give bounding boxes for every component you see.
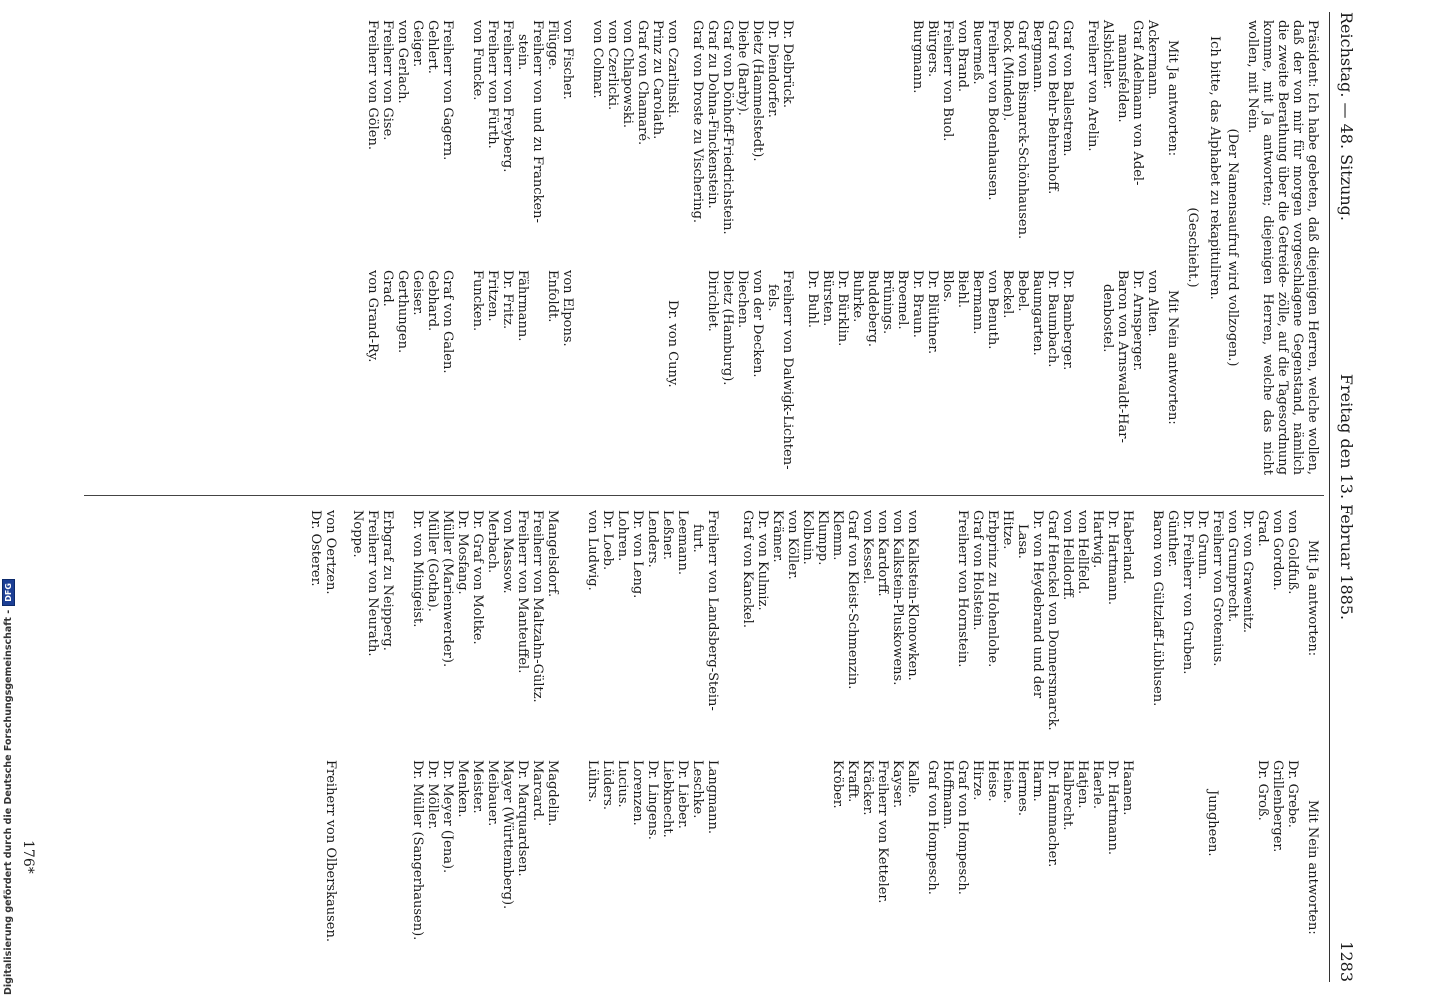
- list-item: Günther.: [1165, 510, 1180, 568]
- list-item: Hitze.: [1000, 510, 1015, 550]
- ja-heading: Mit Ja antworten:: [1165, 40, 1180, 157]
- list-item: Krafft.: [845, 760, 860, 803]
- list-item: Dr. von Minigeist.: [410, 510, 425, 628]
- list-item: Graf von Holstein.: [970, 510, 985, 631]
- page-header: [1330, 12, 1354, 982]
- credit-text: Digitalisierung gefördert durch die Deutsche Forschungsgemeinschaft -: [3, 609, 14, 995]
- intro-line: zölle, auf die Tagesordnung komme, mit Ja antworten;: [1260, 20, 1290, 475]
- list-item: Lüders.: [600, 760, 615, 811]
- list-item: Prinz zu Carolath.: [650, 20, 665, 140]
- ja-heading: Mit Ja antworten:: [1305, 540, 1320, 657]
- list-item: Mayer (Württemberg).: [500, 760, 515, 910]
- list-item: Meister.: [470, 760, 485, 814]
- list-item: Dr. Möller.: [425, 760, 440, 830]
- list-item: Hoffmann.: [940, 760, 955, 830]
- list-item: denbostel.: [1100, 284, 1115, 353]
- list-item: Dr. Hammacher.: [1045, 760, 1060, 868]
- list-item: Grillenberger.: [1270, 760, 1285, 853]
- list-item: von Colmar.: [590, 20, 605, 99]
- list-item: Heine.: [1000, 760, 1015, 804]
- list-item: Dr. Baumbach.: [1045, 270, 1060, 368]
- list-item: Buhrke.: [850, 270, 865, 323]
- list-item: Graf von Ballestrem.: [1060, 20, 1075, 157]
- header-center: Freitag den 13. Februar 1885.: [1337, 373, 1356, 621]
- list-item: Dirichlet.: [705, 270, 720, 332]
- list-item: Freiherr von Bodenhausen.: [985, 20, 1000, 201]
- list-item: Kalle.: [905, 760, 920, 798]
- list-item: Dr. Groß.: [1255, 760, 1270, 821]
- nein-heading: Mit Nein antworten:: [1165, 290, 1180, 425]
- signature-mark: 176*: [20, 840, 36, 874]
- ja-list: [350, 510, 395, 657]
- list-item: Graf von Kleist-Schmenzin.: [845, 510, 860, 690]
- list-item: Leschke.: [690, 760, 705, 819]
- list-item: Heise.: [985, 760, 1000, 802]
- list-item: Kröber.: [830, 760, 845, 809]
- list-item: Gebhard.: [425, 270, 440, 332]
- nein-list: [545, 270, 575, 347]
- list-item: Freiherr von Neurath.: [365, 510, 380, 657]
- list-item: mannsfelden.: [1115, 34, 1130, 123]
- list-item: Meibauer.: [485, 760, 500, 827]
- list-item: Graf zu Dohna-Finckenstein.: [705, 20, 720, 209]
- nein-list: [365, 270, 455, 373]
- list-item: Dr. Marquardsen.: [515, 760, 530, 877]
- list-item: Diehe (Barby).: [735, 20, 750, 116]
- list-item: Dr. Mosfang.: [455, 510, 470, 595]
- list-item: Magdelin.: [545, 760, 560, 827]
- list-item: Graf von Hompesch.: [925, 760, 940, 895]
- intro-line: diejenigen Herren, welche das nicht wollen, mit Nein.: [1245, 20, 1275, 475]
- column-divider: [84, 495, 1324, 496]
- nein-list: [1205, 790, 1220, 857]
- list-item: Erbprinz zu Hohenlohe.: [985, 510, 1000, 668]
- list-item: Buermeß.: [970, 20, 985, 85]
- list-item: Graf von Bismarck-Schönhausen.: [1015, 20, 1030, 240]
- list-item: Gerthungen.: [395, 270, 410, 354]
- list-item: Enfoldt.: [545, 270, 560, 323]
- list-item: Bergmann.: [1030, 20, 1045, 93]
- nein-list: [925, 760, 1135, 895]
- list-item: Hatjen.: [1075, 760, 1090, 809]
- list-item: von Elpons.: [560, 270, 575, 347]
- list-item: Freiherr von Gölen.: [365, 20, 380, 150]
- ja-list: [470, 20, 575, 223]
- list-item: Marcard.: [530, 760, 545, 821]
- list-item: Müller (Marienwerder).: [440, 510, 455, 668]
- list-item: Hartwig.: [1090, 510, 1105, 569]
- list-item: Bürsten.: [820, 270, 835, 327]
- list-item: Geiger.: [410, 20, 425, 68]
- list-item: Lucius.: [615, 760, 630, 808]
- list-item: stein.: [515, 34, 530, 71]
- list-item: Diechen.: [735, 270, 750, 329]
- list-item: Dr. Grunn.: [1195, 510, 1210, 580]
- list-item: Baumgarten.: [1030, 270, 1045, 356]
- list-item: Klemm.: [830, 510, 845, 561]
- nein-list: [323, 760, 338, 942]
- list-item: von Massow.: [500, 510, 515, 594]
- list-item: von Alten.: [1145, 270, 1160, 337]
- list-item: Dr. Lingens.: [645, 760, 660, 840]
- nein-list: [410, 760, 560, 940]
- list-item: von Czerlicki.: [605, 20, 620, 111]
- list-item: von Köller.: [785, 510, 800, 580]
- list-item: Bebel.: [1015, 270, 1030, 312]
- list-item: von Kalkstein-Klonowken.: [905, 510, 920, 681]
- list-item: Liebknecht.: [660, 760, 675, 838]
- list-item: Dr. Graf von Moltke.: [470, 510, 485, 645]
- ja-list: [585, 510, 720, 711]
- list-item: Baron von Gültzlaff-Lüblusen.: [1150, 510, 1165, 707]
- list-item: Burgmann.: [910, 20, 925, 94]
- list-item: Kräcker.: [860, 760, 875, 816]
- digitization-credit: [2, 579, 15, 995]
- list-item: Graf von Kanckel.: [740, 510, 755, 628]
- list-item: von Kalkstein-Pluskowens.: [890, 510, 905, 686]
- list-item: Baron von Arnswaldt-Har-: [1115, 270, 1130, 443]
- list-item: Dr. von Leng.: [630, 510, 645, 599]
- list-item: von Grand-Ry.: [365, 270, 380, 363]
- list-item: Dr. Buhl.: [805, 270, 820, 329]
- list-item: Dr. von Cuny.: [665, 300, 680, 388]
- ja-list: [410, 510, 560, 703]
- list-item: Hirze.: [970, 760, 985, 801]
- ja-list: [690, 20, 795, 235]
- list-item: Graf von Chamaré.: [635, 20, 650, 146]
- ja-list: [308, 510, 338, 595]
- list-item: Graf Henckel von Donnersmarck.: [1045, 510, 1060, 731]
- nein-list: [1255, 760, 1300, 852]
- list-item: Dr. Bamberger.: [1060, 270, 1075, 371]
- list-item: Freiherr von und zu Francken-: [530, 20, 545, 223]
- list-item: Haberland.: [1120, 510, 1135, 585]
- list-item: Freiherr von Landsberg-Stein-: [705, 510, 720, 711]
- list-item: Kayser.: [890, 760, 905, 809]
- list-item: Bürgers.: [925, 20, 940, 78]
- list-item: Grad.: [380, 270, 395, 307]
- nein-heading: Mit Nein antworten:: [1305, 800, 1320, 935]
- request-text: Ich bitte, das Alphabet zu rekapituliren.: [1207, 36, 1222, 300]
- intro-line: Gegenstand, nämlich die zweite Berathung über die Getreide-: [1275, 20, 1305, 476]
- header-left: Reichstag. — 48. Sitzung.: [1337, 12, 1356, 221]
- list-item: Dr. Freiherr von Gruben.: [1180, 510, 1195, 675]
- ja-list: [955, 510, 1135, 731]
- list-item: Buddeberg.: [865, 270, 880, 347]
- list-item: Dr. Blüthner.: [925, 270, 940, 355]
- list-item: Dr. Hartmann.: [1105, 760, 1120, 855]
- list-item: Funcken.: [470, 270, 485, 332]
- list-item: Menken.: [455, 760, 470, 818]
- list-item: Dr. Loeb.: [600, 510, 615, 571]
- president-paragraph: [1245, 20, 1320, 475]
- list-item: Freiherr von Olberskausen.: [323, 760, 338, 942]
- nein-list: [1100, 270, 1160, 443]
- list-item: Mangelsdorf.: [545, 510, 560, 598]
- list-item: Dr. Delbrück.: [780, 20, 795, 108]
- list-item: Freiherr von Manteuffel.: [515, 510, 530, 674]
- nein-list: [665, 300, 680, 388]
- header-page-number: 1283: [1337, 941, 1356, 982]
- list-item: von Chlapowski.: [620, 20, 635, 129]
- list-item: Lasa.: [1015, 524, 1030, 559]
- nein-list: [470, 270, 530, 341]
- list-item: Freiherr von Gise.: [380, 20, 395, 141]
- list-item: Langmann.: [705, 760, 720, 835]
- list-item: Broemel.: [895, 270, 910, 330]
- list-item: Flügge.: [545, 20, 560, 71]
- list-item: Freiherr von Arelin.: [1085, 20, 1100, 152]
- list-item: von Grumprecht.: [1225, 510, 1240, 623]
- ja-list: [590, 20, 680, 145]
- list-item: Jungheen.: [1205, 790, 1220, 857]
- ja-list: [1150, 510, 1300, 706]
- list-item: von Helldorff.: [1060, 510, 1075, 601]
- list-item: Dr. Fritz.: [500, 270, 515, 330]
- list-item: Freiherr von Fürth.: [485, 20, 500, 149]
- header-rule: [1329, 12, 1330, 982]
- list-item: Dr. Braun.: [910, 270, 925, 338]
- list-item: von Kardorff.: [875, 510, 890, 597]
- ja-list: [740, 510, 920, 689]
- list-item: Freiherr von Dalwigk-Lichten-: [780, 270, 795, 470]
- ja-list: [365, 20, 455, 160]
- dfg-logo: DFG: [2, 579, 15, 606]
- list-item: Erbgraf zu Neipperg.: [380, 510, 395, 651]
- list-item: Noppe.: [350, 510, 365, 558]
- list-item: Gehlert.: [425, 20, 440, 74]
- list-item: Müller (Gotha).: [425, 510, 440, 612]
- list-item: von Fischer.: [560, 20, 575, 100]
- list-item: Graf Adelmann von Adel-: [1130, 20, 1145, 186]
- list-item: Halbrecht.: [1060, 760, 1075, 831]
- ja-list: [1085, 20, 1160, 185]
- list-item: Lohren.: [615, 510, 630, 562]
- list-item: Dr. von Heydebrand und der: [1030, 510, 1045, 699]
- list-item: von Funcke.: [470, 20, 485, 101]
- list-item: Bock (Minden).: [1000, 20, 1015, 122]
- nein-list: [585, 760, 720, 840]
- list-item: Fährmann.: [515, 270, 530, 342]
- list-item: von Oertzen.: [323, 510, 338, 595]
- list-item: Leemann.: [675, 510, 690, 575]
- list-item: Fritzen.: [485, 270, 500, 322]
- list-item: Dietz (Hamburg).: [720, 270, 735, 386]
- list-item: Dr. Diendorfer.: [765, 20, 780, 118]
- list-item: Lenders.: [645, 510, 660, 568]
- list-item: Freiherr von Freyberg.: [500, 20, 515, 173]
- list-item: von Czarlinski.: [665, 20, 680, 118]
- list-item: Freiherr von Buol.: [940, 20, 955, 142]
- list-item: Biehl.: [955, 270, 970, 309]
- list-item: Graf von Behr-Behrenhoff.: [1045, 20, 1060, 195]
- list-item: furt.: [690, 524, 705, 553]
- list-item: Dr. Bürklin.: [835, 270, 850, 347]
- list-item: Brünings.: [880, 270, 895, 335]
- list-item: von Brand.: [955, 20, 970, 93]
- list-item: Dr. Meyer (Jena).: [440, 760, 455, 874]
- list-item: Dr. Arnsperger.: [1130, 270, 1145, 372]
- list-item: Graf von Droste zu Vischering.: [690, 20, 705, 224]
- list-item: Ackermann.: [1145, 20, 1160, 100]
- list-item: Dr. Lieber.: [675, 760, 690, 829]
- list-item: Graf von Dönhoff-Friedrichstein.: [720, 20, 735, 235]
- list-item: Dr. Müller (Sangerhausen).: [410, 760, 425, 941]
- list-item: Geiser.: [410, 270, 425, 316]
- intro-line: welche wollen, daß der von mir für morgen vorgeschlagene: [1290, 20, 1320, 476]
- list-item: Freiherr von Ketteler.: [875, 760, 890, 904]
- list-item: von Goldfuß.: [1285, 510, 1300, 595]
- list-item: Alsbichler.: [1100, 20, 1115, 90]
- nein-list: [705, 270, 795, 470]
- list-item: Dr. Osterer.: [308, 510, 323, 587]
- list-item: Merbach.: [485, 510, 500, 574]
- list-item: Dietz (Hammelstedt).: [750, 20, 765, 162]
- list-item: von Benuth.: [985, 270, 1000, 350]
- list-item: Bermann.: [970, 270, 985, 335]
- list-item: Klumpp.: [815, 510, 830, 566]
- list-item: Grad.: [1255, 510, 1270, 547]
- list-item: Harm.: [1030, 760, 1045, 802]
- list-item: von Hellfeld.: [1075, 510, 1090, 595]
- list-item: Beckel.: [1000, 270, 1015, 319]
- ja-list: [910, 20, 1075, 239]
- list-item: Dr. Grebe.: [1285, 760, 1300, 828]
- intro-line: Präsident: Ich habe gebeten, daß diejenigen Herren,: [1305, 20, 1320, 372]
- list-item: Freiherr von Gagern.: [440, 20, 455, 161]
- list-item: Haanen.: [1120, 760, 1135, 816]
- list-item: Hermes.: [1015, 760, 1030, 817]
- list-item: von der Decken.: [750, 270, 765, 378]
- nein-list: [805, 270, 1075, 370]
- list-item: Krämer.: [770, 510, 785, 563]
- list-item: Haerle.: [1090, 760, 1105, 809]
- list-item: von Ludwig.: [585, 510, 600, 591]
- note-roll-call: (Der Namensaufruf wird vollzogen.): [1225, 128, 1240, 367]
- list-item: Graf von Hompesch.: [955, 760, 970, 895]
- list-item: Graf von Galen.: [440, 270, 455, 374]
- list-item: Dr. von Kulmiz.: [755, 510, 770, 611]
- list-item: Lorenzen.: [630, 760, 645, 826]
- list-item: Blos.: [940, 270, 955, 303]
- nein-list: [830, 760, 920, 903]
- list-item: Lührs.: [585, 760, 600, 803]
- list-item: Freiherr von Hornstein.: [955, 510, 970, 668]
- list-item: Dr. von Grawenitz.: [1240, 510, 1255, 634]
- list-item: von Gordon.: [1270, 510, 1285, 591]
- list-item: Dr. Hartmann.: [1105, 510, 1120, 605]
- list-item: Leßner.: [660, 510, 675, 560]
- note-done: (Geschieht.): [1185, 207, 1200, 288]
- list-item: Freiherr von Maltzahn-Gültz.: [530, 510, 545, 703]
- list-item: Kolbuin.: [800, 510, 815, 565]
- list-item: von Kessel.: [860, 510, 875, 585]
- list-item: fels.: [765, 284, 780, 312]
- list-item: von Gerlach.: [395, 20, 410, 104]
- list-item: Freiherr von Grotenius.: [1210, 510, 1225, 667]
